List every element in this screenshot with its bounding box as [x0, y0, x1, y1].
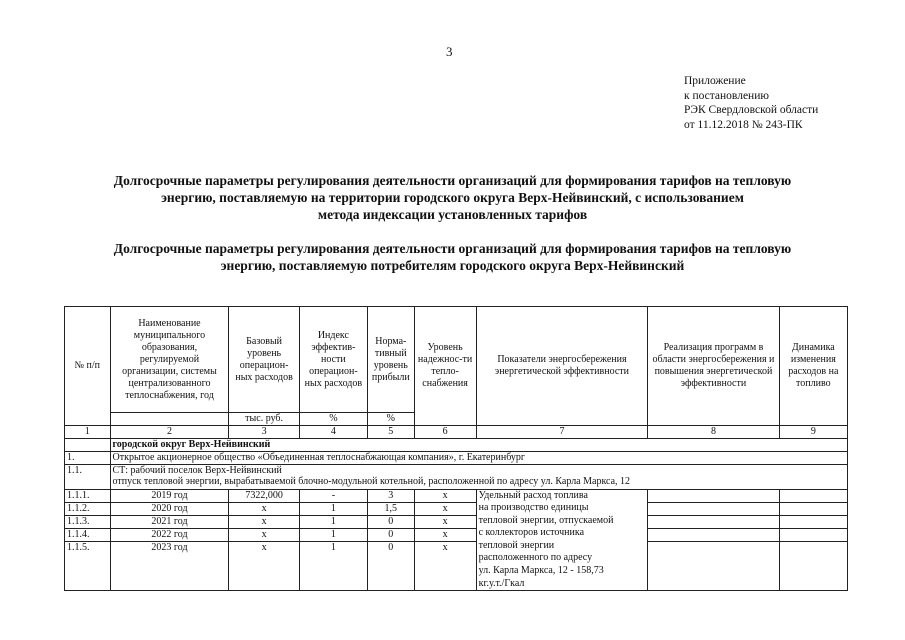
appendix-line: к постановлению: [684, 89, 769, 102]
title-line: Долгосрочные параметры регулирования деятельности организаций для формирования тарифов на тепловую: [113, 241, 792, 256]
table-row: [65, 528, 848, 541]
title-line: Долгосрочные параметры регулирования деятельности организаций для формирования тарифов на тепловую: [113, 173, 792, 188]
header-norm: Норма-тивный уровень прибыли: [368, 307, 415, 413]
energy-line: кг.у.т./Гкал: [478, 577, 525, 589]
row-base: х: [229, 502, 299, 515]
title-line: энергию, поставляемую потребителям городского округа Верх-Нейвинский: [220, 258, 685, 273]
document-title: [40, 172, 865, 223]
row-norm: 3: [368, 489, 415, 502]
row-fuel: [779, 489, 847, 502]
col-number: 3: [229, 426, 299, 439]
system-cell: [110, 464, 848, 489]
col-number: 1: [65, 426, 111, 439]
row-fuel: [779, 528, 847, 541]
table-row: [65, 515, 848, 528]
appendix-line: Приложение: [684, 75, 746, 87]
row-norm: 0: [368, 515, 415, 528]
row-base: х: [229, 528, 299, 541]
row-index: 1: [299, 541, 367, 590]
header-energy: Показатели энергосбережения энергетической эффективности: [476, 307, 648, 426]
row-programs: [648, 528, 779, 541]
row-norm: 0: [368, 528, 415, 541]
unit-base: тыс. руб.: [229, 413, 299, 426]
organization-row: [65, 451, 848, 464]
row-reliability: х: [414, 541, 476, 590]
energy-line: на производство единицы: [478, 502, 589, 514]
district-num: [65, 438, 111, 451]
parameters-table: [64, 306, 848, 591]
energy-line: расположенного по адресу: [478, 552, 593, 564]
unit-index: %: [299, 413, 367, 426]
system-num: 1.1.: [65, 464, 111, 489]
row-programs: [648, 489, 779, 502]
header-index: Индекс эффектив-ности операцион-ных расходов: [299, 307, 367, 413]
row-index: 1: [299, 515, 367, 528]
header-row: [65, 307, 848, 413]
row-norm: 0: [368, 541, 415, 590]
appendix-line: от 11.12.2018 № 243-ПК: [684, 118, 803, 131]
header-fuel: Динамика изменения расходов на топливо: [779, 307, 847, 426]
col-number: 5: [368, 426, 415, 439]
row-num: 1.1.1.: [65, 489, 111, 502]
col-number: 9: [779, 426, 847, 439]
energy-line: с коллекторов источника: [478, 527, 585, 539]
table-title: [40, 240, 865, 274]
row-num: 1.1.4.: [65, 528, 111, 541]
district-name: городской округ Верх-Нейвинский: [110, 438, 848, 451]
title-line: энергию, поставляемую на территории городского округа Верх-Нейвинский, с использованием: [161, 190, 744, 205]
row-programs: [648, 541, 779, 590]
col-number: 7: [476, 426, 648, 439]
col-number: 6: [414, 426, 476, 439]
table-row: [65, 541, 848, 590]
row-year: 2019 год: [110, 489, 229, 502]
row-reliability: х: [414, 515, 476, 528]
energy-line: тепловой энергии, отпускаемой: [478, 514, 614, 526]
row-fuel: [779, 502, 847, 515]
row-reliability: х: [414, 528, 476, 541]
table-row: [65, 489, 848, 502]
table-row: [65, 502, 848, 515]
district-row: [65, 438, 848, 451]
title-line: метода индексации установленных тарифов: [317, 207, 588, 222]
system-row: [65, 464, 848, 489]
row-norm: 1,5: [368, 502, 415, 515]
header-reliability: Уровень надежнос-ти тепло-снабжения: [414, 307, 476, 426]
row-index: 1: [299, 528, 367, 541]
header-programs: Реализация программ в области энергосбережения и повышения энергетической эффективности: [648, 307, 779, 426]
energy-line: тепловой энергии: [478, 539, 555, 551]
header-name: Наименование муниципального образования, регулируемой организации, системы централизованного теплоснабжения, год: [110, 307, 229, 413]
row-base: х: [229, 515, 299, 528]
system-description: отпуск тепловой энергии, вырабатываемой блочно-модульной котельной, расположенной по адресу ул. Карла Маркса, 12: [112, 476, 631, 487]
row-num: 1.1.3.: [65, 515, 111, 528]
row-reliability: х: [414, 489, 476, 502]
row-programs: [648, 502, 779, 515]
org-name: Открытое акционерное общество «Объединенная теплоснабжающая компания», г. Екатеринбург: [110, 451, 848, 464]
row-base: 7322,000: [229, 489, 299, 502]
energy-indicator: [476, 489, 648, 591]
unit-norm: %: [368, 413, 415, 426]
energy-line: Удельный расход топлива: [478, 489, 588, 501]
row-index: 1: [299, 502, 367, 515]
col-number: 8: [648, 426, 779, 439]
org-num: 1.: [65, 451, 111, 464]
row-programs: [648, 515, 779, 528]
unit-name: [110, 413, 229, 426]
energy-line: ул. Карла Маркса, 12 - 158,73: [478, 565, 604, 577]
appendix-block: [684, 74, 818, 132]
row-fuel: [779, 515, 847, 528]
col-number: 2: [110, 426, 229, 439]
system-name: СТ: рабочий поселок Верх-Нейвинский: [112, 464, 282, 476]
row-year: 2022 год: [110, 528, 229, 541]
column-numbers-row: [65, 426, 848, 439]
row-year: 2020 год: [110, 502, 229, 515]
row-year: 2023 год: [110, 541, 229, 590]
appendix-line: РЭК Свердловской области: [684, 104, 819, 116]
row-num: 1.1.5.: [65, 541, 111, 590]
row-fuel: [779, 541, 847, 590]
row-reliability: х: [414, 502, 476, 515]
row-index: -: [299, 489, 367, 502]
header-num: № п/п: [65, 307, 111, 426]
page-number: 3: [446, 44, 453, 59]
row-year: 2021 год: [110, 515, 229, 528]
header-base: Базовый уровень операцион-ных расходов: [229, 307, 299, 413]
col-number: 4: [299, 426, 367, 439]
row-base: х: [229, 541, 299, 590]
row-num: 1.1.2.: [65, 502, 111, 515]
